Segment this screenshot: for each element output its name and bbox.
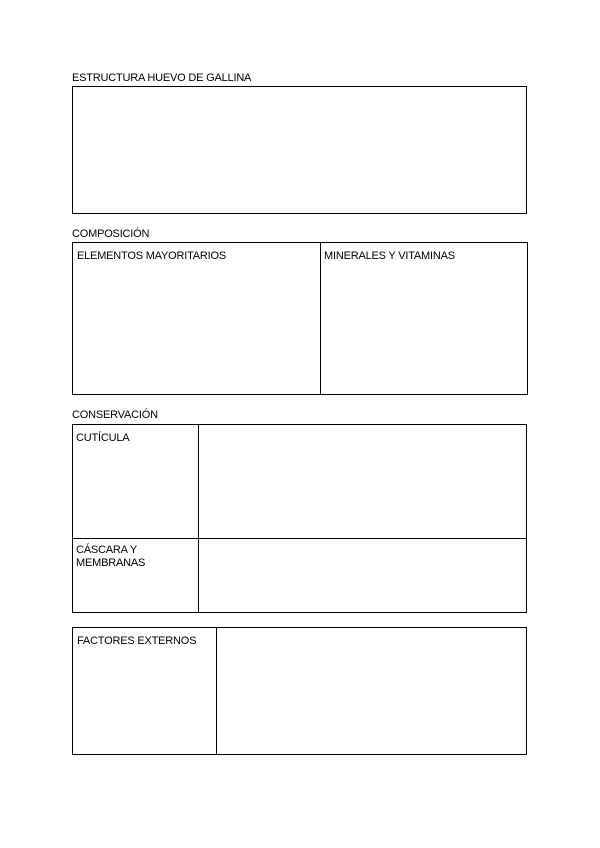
cuticula-label: CUTÍCULA: [76, 432, 130, 444]
estructura-box: [72, 86, 527, 214]
composicion-divider: [320, 243, 321, 394]
elementos-mayoritarios-label: ELEMENTOS MAYORITARIOS: [77, 250, 227, 262]
composicion-table: [72, 242, 528, 395]
cascara-label-line1: CÁSCARA Y: [76, 544, 137, 556]
conservacion-divider-vertical: [198, 425, 199, 612]
cascara-label-line2: MEMBRANAS: [76, 557, 146, 569]
factores-externos-label: FACTORES EXTERNOS: [77, 635, 197, 647]
conservacion-table: [72, 424, 527, 613]
estructura-title: ESTRUCTURA HUEVO DE GALLINA: [72, 72, 252, 84]
composicion-title: COMPOSICIÓN: [72, 228, 150, 240]
factores-table: [72, 627, 527, 755]
minerales-vitaminas-label: MINERALES Y VITAMINAS: [324, 250, 455, 262]
conservacion-title: CONSERVACIÓN: [72, 409, 158, 421]
factores-divider: [216, 628, 217, 754]
conservacion-divider-horizontal: [73, 538, 526, 539]
